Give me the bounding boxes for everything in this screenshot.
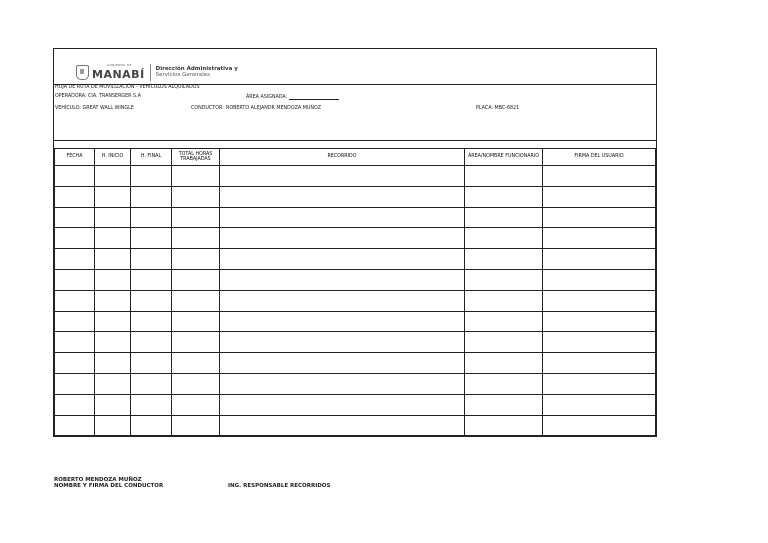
table-cell[interactable]: [95, 332, 131, 353]
table-cell[interactable]: [543, 207, 656, 228]
table-cell[interactable]: [55, 290, 95, 311]
table-cell[interactable]: [55, 207, 95, 228]
table-cell[interactable]: [95, 269, 131, 290]
table-cell[interactable]: [55, 166, 95, 187]
table-cell[interactable]: [131, 207, 172, 228]
table-cell[interactable]: [543, 186, 656, 207]
area-label: ÁREA ASIGNADA:: [246, 95, 288, 100]
table-header-row: [55, 149, 656, 166]
table-cell[interactable]: [55, 311, 95, 332]
table-cell[interactable]: [465, 373, 543, 394]
table-row: [55, 166, 656, 187]
table-cell[interactable]: [131, 353, 172, 374]
coat-of-arms-icon: [76, 65, 89, 80]
table-cell[interactable]: [95, 186, 131, 207]
table-cell[interactable]: [465, 207, 543, 228]
route-sheet: [53, 48, 657, 437]
table-cell[interactable]: [220, 394, 465, 415]
table-cell[interactable]: [220, 353, 465, 374]
placa-text: PLACA: MBC-6821: [476, 106, 520, 111]
table-row: [55, 353, 656, 374]
table-cell[interactable]: [55, 249, 95, 270]
responsible-caption: ING. RESPONSABLE RECORRIDOS: [228, 483, 331, 489]
table-cell[interactable]: [131, 186, 172, 207]
col-firma-usuario: FIRMA DEL USUARIO: [543, 149, 656, 166]
table-row: [55, 311, 656, 332]
table-cell[interactable]: [172, 249, 220, 270]
table-cell[interactable]: [55, 353, 95, 374]
operadora-text: OPERADORA: CIA. TRANSERGER S.A: [55, 94, 141, 99]
table-cell[interactable]: [131, 166, 172, 187]
table-cell[interactable]: [131, 228, 172, 249]
table-cell[interactable]: [543, 290, 656, 311]
table-cell[interactable]: [543, 332, 656, 353]
table-row: [55, 207, 656, 228]
table-cell[interactable]: [543, 394, 656, 415]
logo-department: [156, 66, 238, 79]
vehiculo-text: VEHÍCULO: GREAT WALL WINGLE: [55, 106, 134, 111]
table-cell[interactable]: [543, 373, 656, 394]
table-cell[interactable]: [465, 228, 543, 249]
table-cell[interactable]: [172, 166, 220, 187]
table-cell[interactable]: [465, 415, 543, 436]
table-cell[interactable]: [543, 415, 656, 436]
logo-dir-line2: Servicios Generales: [155, 72, 211, 78]
table-cell[interactable]: [55, 415, 95, 436]
table-cell[interactable]: [172, 207, 220, 228]
table-cell[interactable]: [172, 269, 220, 290]
col-fecha: FECHA: [55, 149, 95, 166]
table-cell[interactable]: [220, 207, 465, 228]
driver-name: ROBERTO MENDOZA MUÑOZ: [54, 477, 142, 483]
area-asignada: [246, 95, 339, 100]
logo-name: MANABÍ: [92, 67, 145, 81]
table-cell[interactable]: [95, 415, 131, 436]
table-cell[interactable]: [131, 394, 172, 415]
table-cell[interactable]: [543, 166, 656, 187]
table-cell[interactable]: [131, 332, 172, 353]
institution-logo: [76, 62, 238, 82]
driver-signature-caption: NOMBRE Y FIRMA DEL CONDUCTOR: [54, 483, 164, 489]
table-cell[interactable]: [465, 186, 543, 207]
logo-gob-text: GOBIERNO DE: [107, 62, 132, 67]
table-row: [55, 290, 656, 311]
table-row: [55, 186, 656, 207]
table-cell[interactable]: [543, 249, 656, 270]
table-cell[interactable]: [465, 249, 543, 270]
table-cell[interactable]: [95, 394, 131, 415]
table-cell[interactable]: [95, 228, 131, 249]
table-cell[interactable]: [95, 207, 131, 228]
table-row: [55, 228, 656, 249]
table-cell[interactable]: [172, 353, 220, 374]
logo-dir-line1: Dirección Administrativa y: [155, 65, 238, 72]
col-hora-final: H. FINAL: [131, 149, 172, 166]
table-cell[interactable]: [131, 269, 172, 290]
table-cell[interactable]: [220, 373, 465, 394]
table-cell[interactable]: [172, 290, 220, 311]
table-cell[interactable]: [543, 269, 656, 290]
table-cell[interactable]: [220, 415, 465, 436]
document-title: HOJA DE RUTA DE MOVILIZACIÓN - VEHÍCULOS ALQUILADOS: [55, 85, 200, 90]
table-cell[interactable]: [172, 415, 220, 436]
table-cell[interactable]: [220, 228, 465, 249]
table-cell[interactable]: [55, 394, 95, 415]
table-row: [55, 415, 656, 436]
table-cell[interactable]: [55, 269, 95, 290]
table-cell[interactable]: [220, 332, 465, 353]
table-cell[interactable]: [95, 290, 131, 311]
table-cell[interactable]: [95, 166, 131, 187]
table-cell[interactable]: [465, 290, 543, 311]
table-cell[interactable]: [55, 228, 95, 249]
table-cell[interactable]: [131, 290, 172, 311]
table-cell[interactable]: [172, 228, 220, 249]
table-cell[interactable]: [95, 353, 131, 374]
table-cell[interactable]: [172, 311, 220, 332]
table-cell[interactable]: [172, 186, 220, 207]
table-cell[interactable]: [465, 394, 543, 415]
table-cell[interactable]: [465, 311, 543, 332]
table-row: [55, 332, 656, 353]
col-total-horas: TOTAL HORAS TRABAJADAS: [172, 149, 220, 166]
table-cell[interactable]: [172, 373, 220, 394]
col-recorrido: RECORRIDO: [220, 149, 465, 166]
table-cell[interactable]: [131, 415, 172, 436]
table-cell[interactable]: [543, 353, 656, 374]
table-cell[interactable]: [131, 249, 172, 270]
table-cell[interactable]: [95, 249, 131, 270]
table-cell[interactable]: [55, 186, 95, 207]
table-cell[interactable]: [172, 394, 220, 415]
table-cell[interactable]: [465, 269, 543, 290]
table-cell[interactable]: [543, 311, 656, 332]
table-cell[interactable]: [172, 332, 220, 353]
table-cell[interactable]: [465, 353, 543, 374]
table-cell[interactable]: [220, 166, 465, 187]
table-cell[interactable]: [465, 166, 543, 187]
table-cell[interactable]: [220, 311, 465, 332]
info-divider: [54, 140, 656, 141]
col-area-funcionario: ÁREA/NOMBRE FUNCIONARIO: [465, 149, 543, 166]
col-hora-inicio: H. INICIO: [95, 149, 131, 166]
table-cell[interactable]: [543, 228, 656, 249]
area-blank-line: [289, 95, 339, 100]
table-cell[interactable]: [95, 373, 131, 394]
conductor-label: CONDUCTOR:: [191, 106, 224, 111]
table-cell[interactable]: [55, 373, 95, 394]
table-cell[interactable]: [131, 311, 172, 332]
table-cell[interactable]: [220, 269, 465, 290]
table-cell[interactable]: [131, 373, 172, 394]
table-row: [55, 394, 656, 415]
table-cell[interactable]: [55, 332, 95, 353]
route-table: [54, 148, 656, 436]
table-row: [55, 373, 656, 394]
table-row: [55, 249, 656, 270]
table-cell[interactable]: [220, 290, 465, 311]
logo-separator: [150, 64, 151, 81]
conductor-name: ROBERTO ALEJANDR MENDOZA MUÑOZ: [226, 106, 322, 111]
table-cell[interactable]: [220, 249, 465, 270]
table-row: [55, 269, 656, 290]
table-cell[interactable]: [220, 186, 465, 207]
table-cell[interactable]: [95, 311, 131, 332]
table-cell[interactable]: [465, 332, 543, 353]
